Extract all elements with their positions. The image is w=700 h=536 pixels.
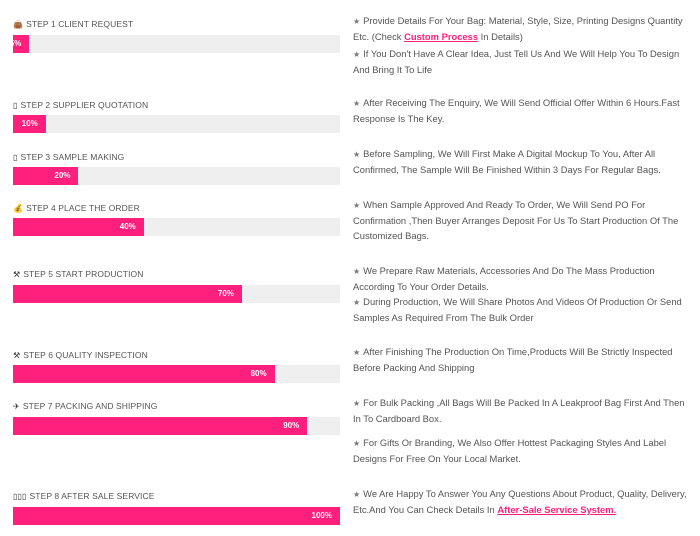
step-description [353, 263, 688, 325]
step-description [353, 13, 688, 77]
step-description [353, 395, 688, 466]
progress-track [13, 365, 340, 383]
progress-percent: 5% [9, 39, 22, 48]
progress-track [13, 115, 340, 133]
star-icon: ★ [353, 348, 361, 357]
service-icon: ▯▯▯ [13, 492, 27, 501]
star-icon: ★ [353, 150, 361, 159]
step-title: STEP 2 SUPPLIER QUOTATION [20, 100, 149, 110]
progress-percent: 100% [311, 511, 332, 520]
step-description [353, 95, 688, 126]
tools-icon: ⚒ [13, 270, 21, 279]
description-text: We Prepare Raw Materials, Accessories And Do The Mass Production According To Your Order Details. [353, 265, 655, 292]
step-label [13, 269, 144, 280]
description-text: Provide Details For Your Bag: Material, Style, Size, Printing Designs Quantity Etc. (Check [353, 15, 683, 42]
tools-icon: ⚒ [13, 351, 21, 360]
progress-fill [13, 507, 340, 525]
step-title: STEP 3 SAMPLE MAKING [20, 152, 125, 162]
progress-track [13, 285, 340, 303]
step-description [353, 486, 688, 517]
quotation-icon: ▯ [13, 101, 18, 110]
step-label [13, 401, 157, 412]
star-icon: ★ [353, 298, 361, 307]
description-text: If You Don't Have A Clear Idea, Just Tell Us And We Will Help You To Design And Bring It To Life [353, 48, 680, 75]
step-description [353, 146, 688, 177]
description-text: For Bulk Packing ,All Bags Will Be Packed In A Leakproof Bag First And Then In To Cardboard Box. [353, 397, 685, 424]
progress-percent: 10% [21, 119, 38, 128]
step-title: STEP 7 PACKING AND SHIPPING [22, 401, 158, 411]
progress-fill [13, 167, 78, 185]
description-paragraph [353, 486, 688, 517]
sample-icon: ▯ [13, 153, 18, 162]
step-title: STEP 1 CLIENT REQUEST [26, 19, 134, 29]
progress-percent: 40% [119, 222, 136, 231]
step-title: STEP 8 AFTER SALE SERVICE [29, 491, 155, 501]
description-link[interactable]: Custom Process [404, 31, 479, 42]
progress-percent: 80% [250, 369, 267, 378]
airplane-icon: ✈ [13, 402, 20, 411]
step-label [13, 19, 133, 30]
progress-percent: 70% [217, 289, 234, 298]
step-label [13, 350, 148, 361]
step-title: STEP 6 QUALITY INSPECTION [23, 350, 148, 360]
progress-percent: 90% [283, 421, 300, 430]
star-icon: ★ [353, 99, 361, 108]
description-text: Before Sampling, We Will First Make A Digital Mockup To You, After All Confirmed, The Sample Will Be Finished Within 3 Days For Regular Bags. [353, 148, 661, 175]
star-icon: ★ [353, 439, 361, 448]
star-icon: ★ [353, 490, 361, 499]
step-title: STEP 5 START PRODUCTION [23, 269, 144, 279]
progress-fill [13, 417, 307, 435]
description-text: After Finishing The Production On Time,Products Will Be Strictly Inspected Before Packing And Shipping [353, 346, 673, 373]
progress-track [13, 218, 340, 236]
star-icon: ★ [353, 399, 361, 408]
progress-track [9, 35, 340, 53]
step-description [353, 344, 688, 375]
bag-icon: 👜 [13, 20, 24, 29]
star-icon: ★ [353, 50, 361, 59]
money-bag-icon: 💰 [13, 204, 24, 213]
description-text: During Production, We Will Share Photos And Videos Of Production Or Send Samples As Required From The Bulk Order [353, 296, 682, 323]
description-paragraph [353, 95, 688, 126]
progress-track [13, 417, 340, 435]
step-label [13, 100, 148, 111]
progress-percent: 20% [54, 171, 71, 180]
description-paragraph [353, 46, 688, 77]
progress-track [13, 507, 340, 525]
description-text: After Receiving The Enquiry, We Will Send Official Offer Within 6 Hours.Fast Response Is The Key. [353, 97, 680, 124]
step-label [13, 152, 124, 163]
step-description [353, 197, 688, 243]
description-paragraph [353, 146, 688, 177]
progress-fill [13, 115, 46, 133]
star-icon: ★ [353, 201, 361, 210]
description-text: When Sample Approved And Ready To Order, We Will Send PO For Confirmation ,Then Buyer Arranges Deposit For Us To Start Production Of The Customized Bags. [353, 199, 679, 241]
star-icon: ★ [353, 267, 361, 276]
description-text: In Details) [478, 31, 523, 42]
description-text: We Are Happy To Answer You Any Questions About Product, Quality, Delivery, Etc.And You Can Check Details In [353, 488, 687, 515]
star-icon: ★ [353, 17, 361, 26]
step-title: STEP 4 PLACE THE ORDER [26, 203, 140, 213]
description-paragraph [353, 263, 688, 294]
description-paragraph [353, 395, 688, 426]
description-paragraph [353, 197, 688, 243]
progress-fill [13, 365, 275, 383]
progress-fill [13, 285, 242, 303]
description-text: For Gifts Or Branding, We Also Offer Hottest Packaging Styles And Label Designs For Free On Your Local Market. [353, 437, 667, 464]
progress-track [13, 167, 340, 185]
description-paragraph [353, 294, 688, 325]
description-link[interactable]: After-Sale Service System. [497, 504, 617, 515]
progress-fill [13, 218, 144, 236]
description-paragraph [353, 344, 688, 375]
description-paragraph [353, 435, 688, 466]
progress-fill [9, 35, 29, 53]
description-paragraph [353, 13, 688, 44]
step-label [13, 203, 140, 214]
step-label [13, 491, 155, 502]
